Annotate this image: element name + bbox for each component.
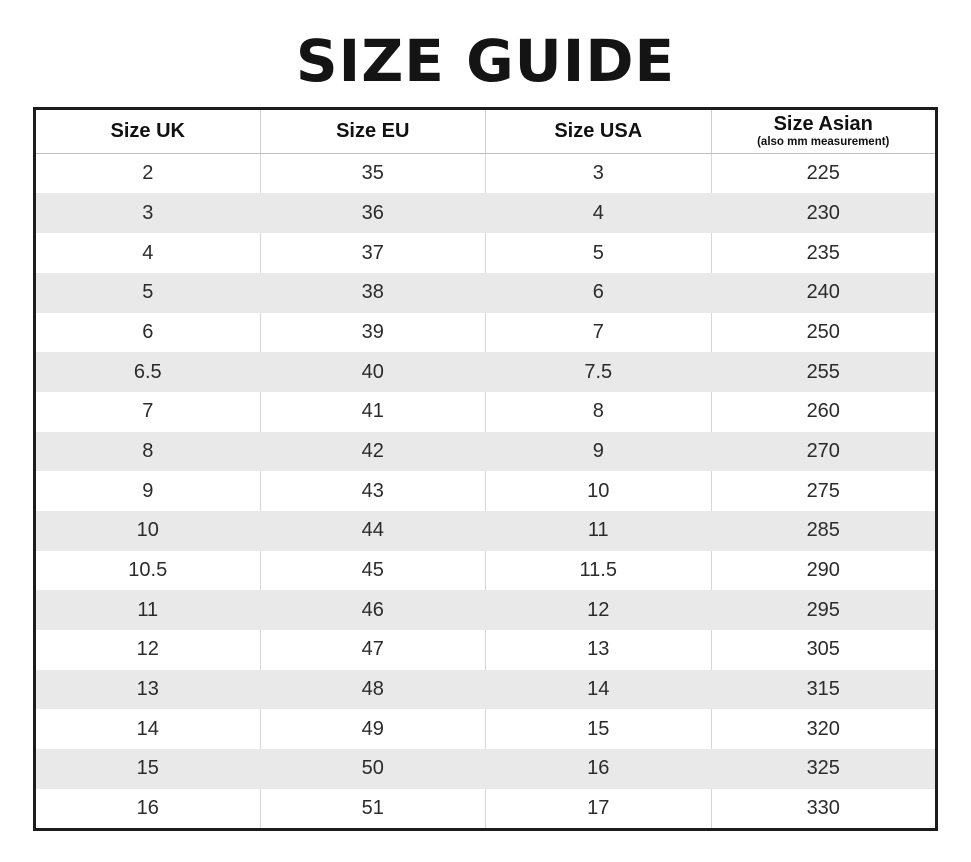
table-row bbox=[35, 352, 937, 392]
table-row bbox=[35, 590, 937, 630]
size-cell: 225 bbox=[711, 153, 937, 193]
col-header-size-uk bbox=[35, 108, 261, 153]
size-cell: 35 bbox=[260, 153, 486, 193]
size-cell: 46 bbox=[260, 590, 486, 630]
size-cell: 5 bbox=[486, 233, 712, 273]
size-cell: 320 bbox=[711, 709, 937, 749]
size-cell: 10 bbox=[35, 511, 261, 551]
size-cell: 7 bbox=[486, 313, 712, 353]
size-cell: 15 bbox=[35, 749, 261, 789]
table-row bbox=[35, 233, 937, 273]
table-row bbox=[35, 789, 937, 830]
size-cell: 43 bbox=[260, 471, 486, 511]
size-cell: 40 bbox=[260, 352, 486, 392]
table-header-row bbox=[35, 108, 937, 153]
size-cell: 12 bbox=[486, 590, 712, 630]
size-cell: 45 bbox=[260, 551, 486, 591]
size-cell: 37 bbox=[260, 233, 486, 273]
size-cell: 16 bbox=[35, 789, 261, 830]
size-cell: 315 bbox=[711, 670, 937, 710]
col-header-size-uk-label: Size UK bbox=[110, 119, 185, 142]
size-cell: 260 bbox=[711, 392, 937, 432]
size-cell: 14 bbox=[486, 670, 712, 710]
col-header-size-usa-label: Size USA bbox=[554, 119, 643, 142]
size-cell: 15 bbox=[486, 709, 712, 749]
col-header-size-eu-label: Size EU bbox=[336, 119, 410, 142]
size-guide-table bbox=[33, 107, 938, 832]
table-row bbox=[35, 709, 937, 749]
table-row bbox=[35, 749, 937, 789]
size-cell: 12 bbox=[35, 630, 261, 670]
size-cell: 330 bbox=[711, 789, 937, 830]
size-cell: 240 bbox=[711, 273, 937, 313]
size-cell: 3 bbox=[486, 153, 712, 193]
table-body bbox=[35, 153, 937, 830]
table-row bbox=[35, 471, 937, 511]
size-cell: 11.5 bbox=[486, 551, 712, 591]
size-cell: 50 bbox=[260, 749, 486, 789]
size-cell: 42 bbox=[260, 432, 486, 472]
table-row bbox=[35, 392, 937, 432]
size-cell: 295 bbox=[711, 590, 937, 630]
col-header-size-asian-label: Size Asian bbox=[773, 112, 873, 135]
size-cell: 47 bbox=[260, 630, 486, 670]
size-cell: 6 bbox=[35, 313, 261, 353]
size-cell: 48 bbox=[260, 670, 486, 710]
size-cell: 305 bbox=[711, 630, 937, 670]
table-row bbox=[35, 432, 937, 472]
size-cell: 235 bbox=[711, 233, 937, 273]
table-row bbox=[35, 153, 937, 193]
size-cell: 38 bbox=[260, 273, 486, 313]
size-cell: 6 bbox=[486, 273, 712, 313]
col-header-size-asian-sublabel: (also mm measurement) bbox=[757, 135, 890, 148]
size-cell: 10 bbox=[486, 471, 712, 511]
size-cell: 44 bbox=[260, 511, 486, 551]
size-cell: 36 bbox=[260, 193, 486, 233]
size-cell: 10.5 bbox=[35, 551, 261, 591]
col-header-size-asian bbox=[711, 108, 937, 153]
size-cell: 255 bbox=[711, 352, 937, 392]
size-cell: 14 bbox=[35, 709, 261, 749]
table-row bbox=[35, 273, 937, 313]
size-cell: 290 bbox=[711, 551, 937, 591]
page-title: SIZE GUIDE bbox=[295, 27, 676, 95]
table-row bbox=[35, 630, 937, 670]
table-row bbox=[35, 313, 937, 353]
col-header-size-usa bbox=[486, 108, 712, 153]
size-cell: 9 bbox=[486, 432, 712, 472]
table-row bbox=[35, 551, 937, 591]
size-cell: 250 bbox=[711, 313, 937, 353]
size-cell: 11 bbox=[35, 590, 261, 630]
size-cell: 39 bbox=[260, 313, 486, 353]
size-cell: 8 bbox=[486, 392, 712, 432]
size-cell: 4 bbox=[486, 193, 712, 233]
table-row bbox=[35, 670, 937, 710]
size-cell: 285 bbox=[711, 511, 937, 551]
size-cell: 17 bbox=[486, 789, 712, 830]
size-cell: 11 bbox=[486, 511, 712, 551]
size-cell: 51 bbox=[260, 789, 486, 830]
table-row bbox=[35, 193, 937, 233]
size-cell: 4 bbox=[35, 233, 261, 273]
size-cell: 230 bbox=[711, 193, 937, 233]
size-cell: 325 bbox=[711, 749, 937, 789]
size-cell: 41 bbox=[260, 392, 486, 432]
size-cell: 275 bbox=[711, 471, 937, 511]
col-header-size-eu bbox=[260, 108, 486, 153]
size-cell: 5 bbox=[35, 273, 261, 313]
size-cell: 7.5 bbox=[486, 352, 712, 392]
table-row bbox=[35, 511, 937, 551]
size-cell: 49 bbox=[260, 709, 486, 749]
size-cell: 13 bbox=[486, 630, 712, 670]
size-cell: 9 bbox=[35, 471, 261, 511]
size-cell: 3 bbox=[35, 193, 261, 233]
size-cell: 8 bbox=[35, 432, 261, 472]
size-cell: 16 bbox=[486, 749, 712, 789]
size-cell: 13 bbox=[35, 670, 261, 710]
size-cell: 2 bbox=[35, 153, 261, 193]
size-cell: 6.5 bbox=[35, 352, 261, 392]
size-cell: 270 bbox=[711, 432, 937, 472]
size-cell: 7 bbox=[35, 392, 261, 432]
